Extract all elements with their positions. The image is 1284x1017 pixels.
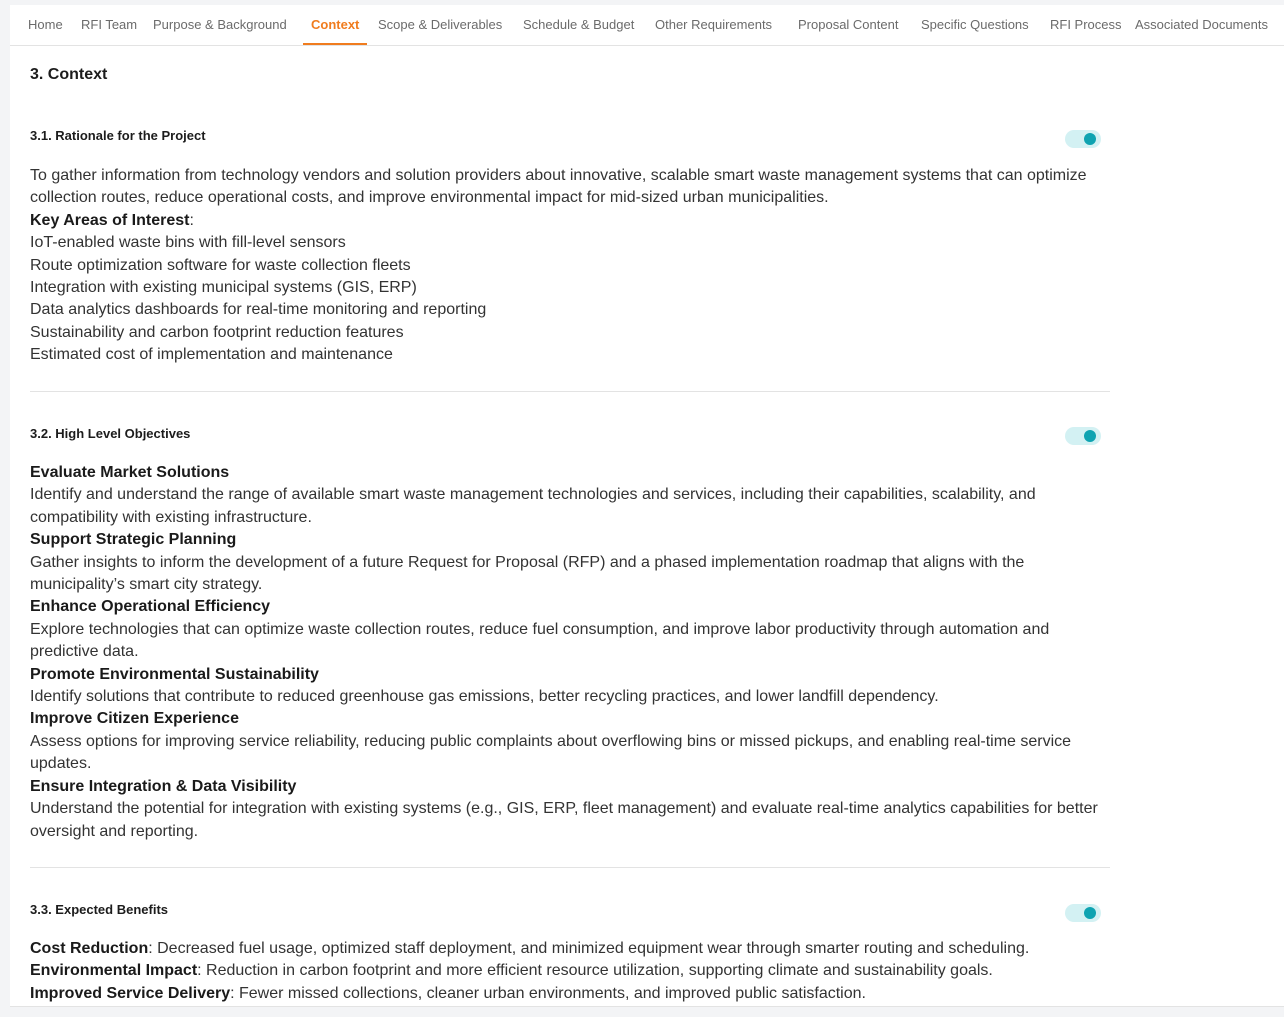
- tab-schedule-budget[interactable]: Schedule & Budget: [523, 17, 635, 32]
- objective-text: Identify solutions that contribute to reduced greenhouse gas emissions, better recycling practices, and lower landfill dependency.: [30, 688, 939, 706]
- objective-heading-text: Ensure Integration & Data Visibility: [30, 777, 297, 795]
- tab-rfi-team[interactable]: RFI Team: [81, 17, 138, 32]
- objective-heading-text: Improve Citizen Experience: [30, 710, 239, 728]
- objectives-toggle[interactable]: [1065, 427, 1101, 445]
- key-areas-colon: :: [189, 211, 194, 229]
- objective-text: Identify and understand the range of available smart waste management technologies and services, including their capabilities, scalability, and compatibility with existing infrastructure.: [30, 486, 1036, 526]
- benefits-body: [30, 938, 1100, 1005]
- benefit-label: Cost Reduction: [30, 940, 149, 957]
- objective-heading-text: Enhance Operational Efficiency: [30, 598, 271, 616]
- objectives-body: [30, 462, 1100, 843]
- list-item: Route optimization software for waste collection fleets: [30, 256, 411, 274]
- benefit-text: : Decreased fuel usage, optimized staff deployment, and minimized equipment wear through smarter routing and scheduling.: [148, 940, 1030, 957]
- benefit-label: Improved Service Delivery: [30, 984, 231, 1002]
- benefit-text: : Reduction in carbon footprint and more efficient resource utilization, supporting climate and sustainability goals.: [197, 962, 993, 980]
- key-areas-heading: [30, 210, 1100, 232]
- benefit-text: : Fewer missed collections, cleaner urban environments, and improved public satisfaction.: [230, 984, 866, 1002]
- objective-text: Explore technologies that can optimize waste collection routes, reduce fuel consumption, and improve labor productivity through automation and predictive data.: [30, 620, 1050, 661]
- objective-heading: [30, 462, 1100, 484]
- tab-rfi-process[interactable]: RFI Process: [1050, 17, 1122, 32]
- objective-heading: [30, 776, 1100, 798]
- objective-text: Assess options for improving service reliability, reducing public complaints about overflowing bins or missed pickups, and enabling real-time service updates.: [30, 732, 1072, 773]
- key-areas-label: Key Areas of Interest: [30, 211, 190, 229]
- objective-heading: [30, 708, 1100, 730]
- tab-context[interactable]: Context: [311, 5, 359, 44]
- rationale-body: [30, 165, 1100, 367]
- benefits-toggle[interactable]: [1065, 904, 1101, 922]
- tab-proposal-content[interactable]: Proposal Content: [798, 17, 899, 32]
- page: [10, 5, 1284, 1007]
- section-title-benefits: 3.3. Expected Benefits: [30, 902, 168, 917]
- page-title: 3. Context: [30, 66, 108, 83]
- section-divider: [30, 867, 1110, 868]
- list-item: Data analytics dashboards for real-time monitoring and reporting: [30, 301, 487, 319]
- objective-heading-text: Promote Environmental Sustainability: [30, 665, 319, 683]
- list-item: Estimated cost of implementation and maintenance: [30, 346, 393, 364]
- list-item: IoT-enabled waste bins with fill-level sensors: [30, 234, 346, 252]
- benefit-label: Environmental Impact: [30, 962, 198, 980]
- rationale-toggle[interactable]: [1065, 130, 1101, 148]
- objective-heading: [30, 596, 1100, 618]
- list-item: Sustainability and carbon footprint reduction features: [30, 323, 404, 341]
- section-title-objectives: 3.2. High Level Objectives: [30, 426, 191, 441]
- objective-heading-text: Evaluate Market Solutions: [30, 464, 230, 481]
- rationale-intro: To gather information from technology vendors and solution providers about innovative, scalable smart waste management systems that can optimize collection routes, reduce operational costs, and improve environmental impact for mid-sized urban municipalities.: [30, 167, 1087, 207]
- tab-other-requirements[interactable]: Other Requirements: [655, 17, 773, 32]
- tab-bar: [10, 5, 1284, 46]
- tab-home[interactable]: Home: [28, 17, 63, 32]
- section-title-rationale: 3.1. Rationale for the Project: [30, 128, 206, 143]
- tab-associated-documents[interactable]: Associated Documents: [1135, 17, 1268, 32]
- objective-text: Gather insights to inform the development of a future Request for Proposal (RFP) and a phased implementation roadmap that aligns with the municipality’s smart city strategy.: [30, 553, 1025, 594]
- benefit-item: [30, 960, 1100, 982]
- section-divider: [30, 391, 1110, 392]
- benefit-item: [30, 983, 1100, 1005]
- objective-heading-text: Support Strategic Planning: [30, 531, 237, 549]
- list-item: Integration with existing municipal systems (GIS, ERP): [30, 279, 417, 297]
- toggle-knob: [1084, 430, 1096, 442]
- tab-purpose-background[interactable]: Purpose & Background: [153, 17, 287, 32]
- toggle-knob: [1084, 133, 1096, 145]
- page-bottom-border: [10, 1006, 1284, 1007]
- benefit-item: [30, 938, 1100, 960]
- tab-specific-questions[interactable]: Specific Questions: [921, 17, 1029, 32]
- objective-heading: [30, 529, 1100, 551]
- objective-heading: [30, 664, 1100, 686]
- objective-text: Understand the potential for integration with existing systems (e.g., GIS, ERP, fleet management) and evaluate real-time analytics capabilities for better oversight and reporting.: [30, 800, 1098, 840]
- tab-scope-deliverables[interactable]: Scope & Deliverables: [378, 17, 503, 32]
- toggle-knob: [1084, 907, 1096, 919]
